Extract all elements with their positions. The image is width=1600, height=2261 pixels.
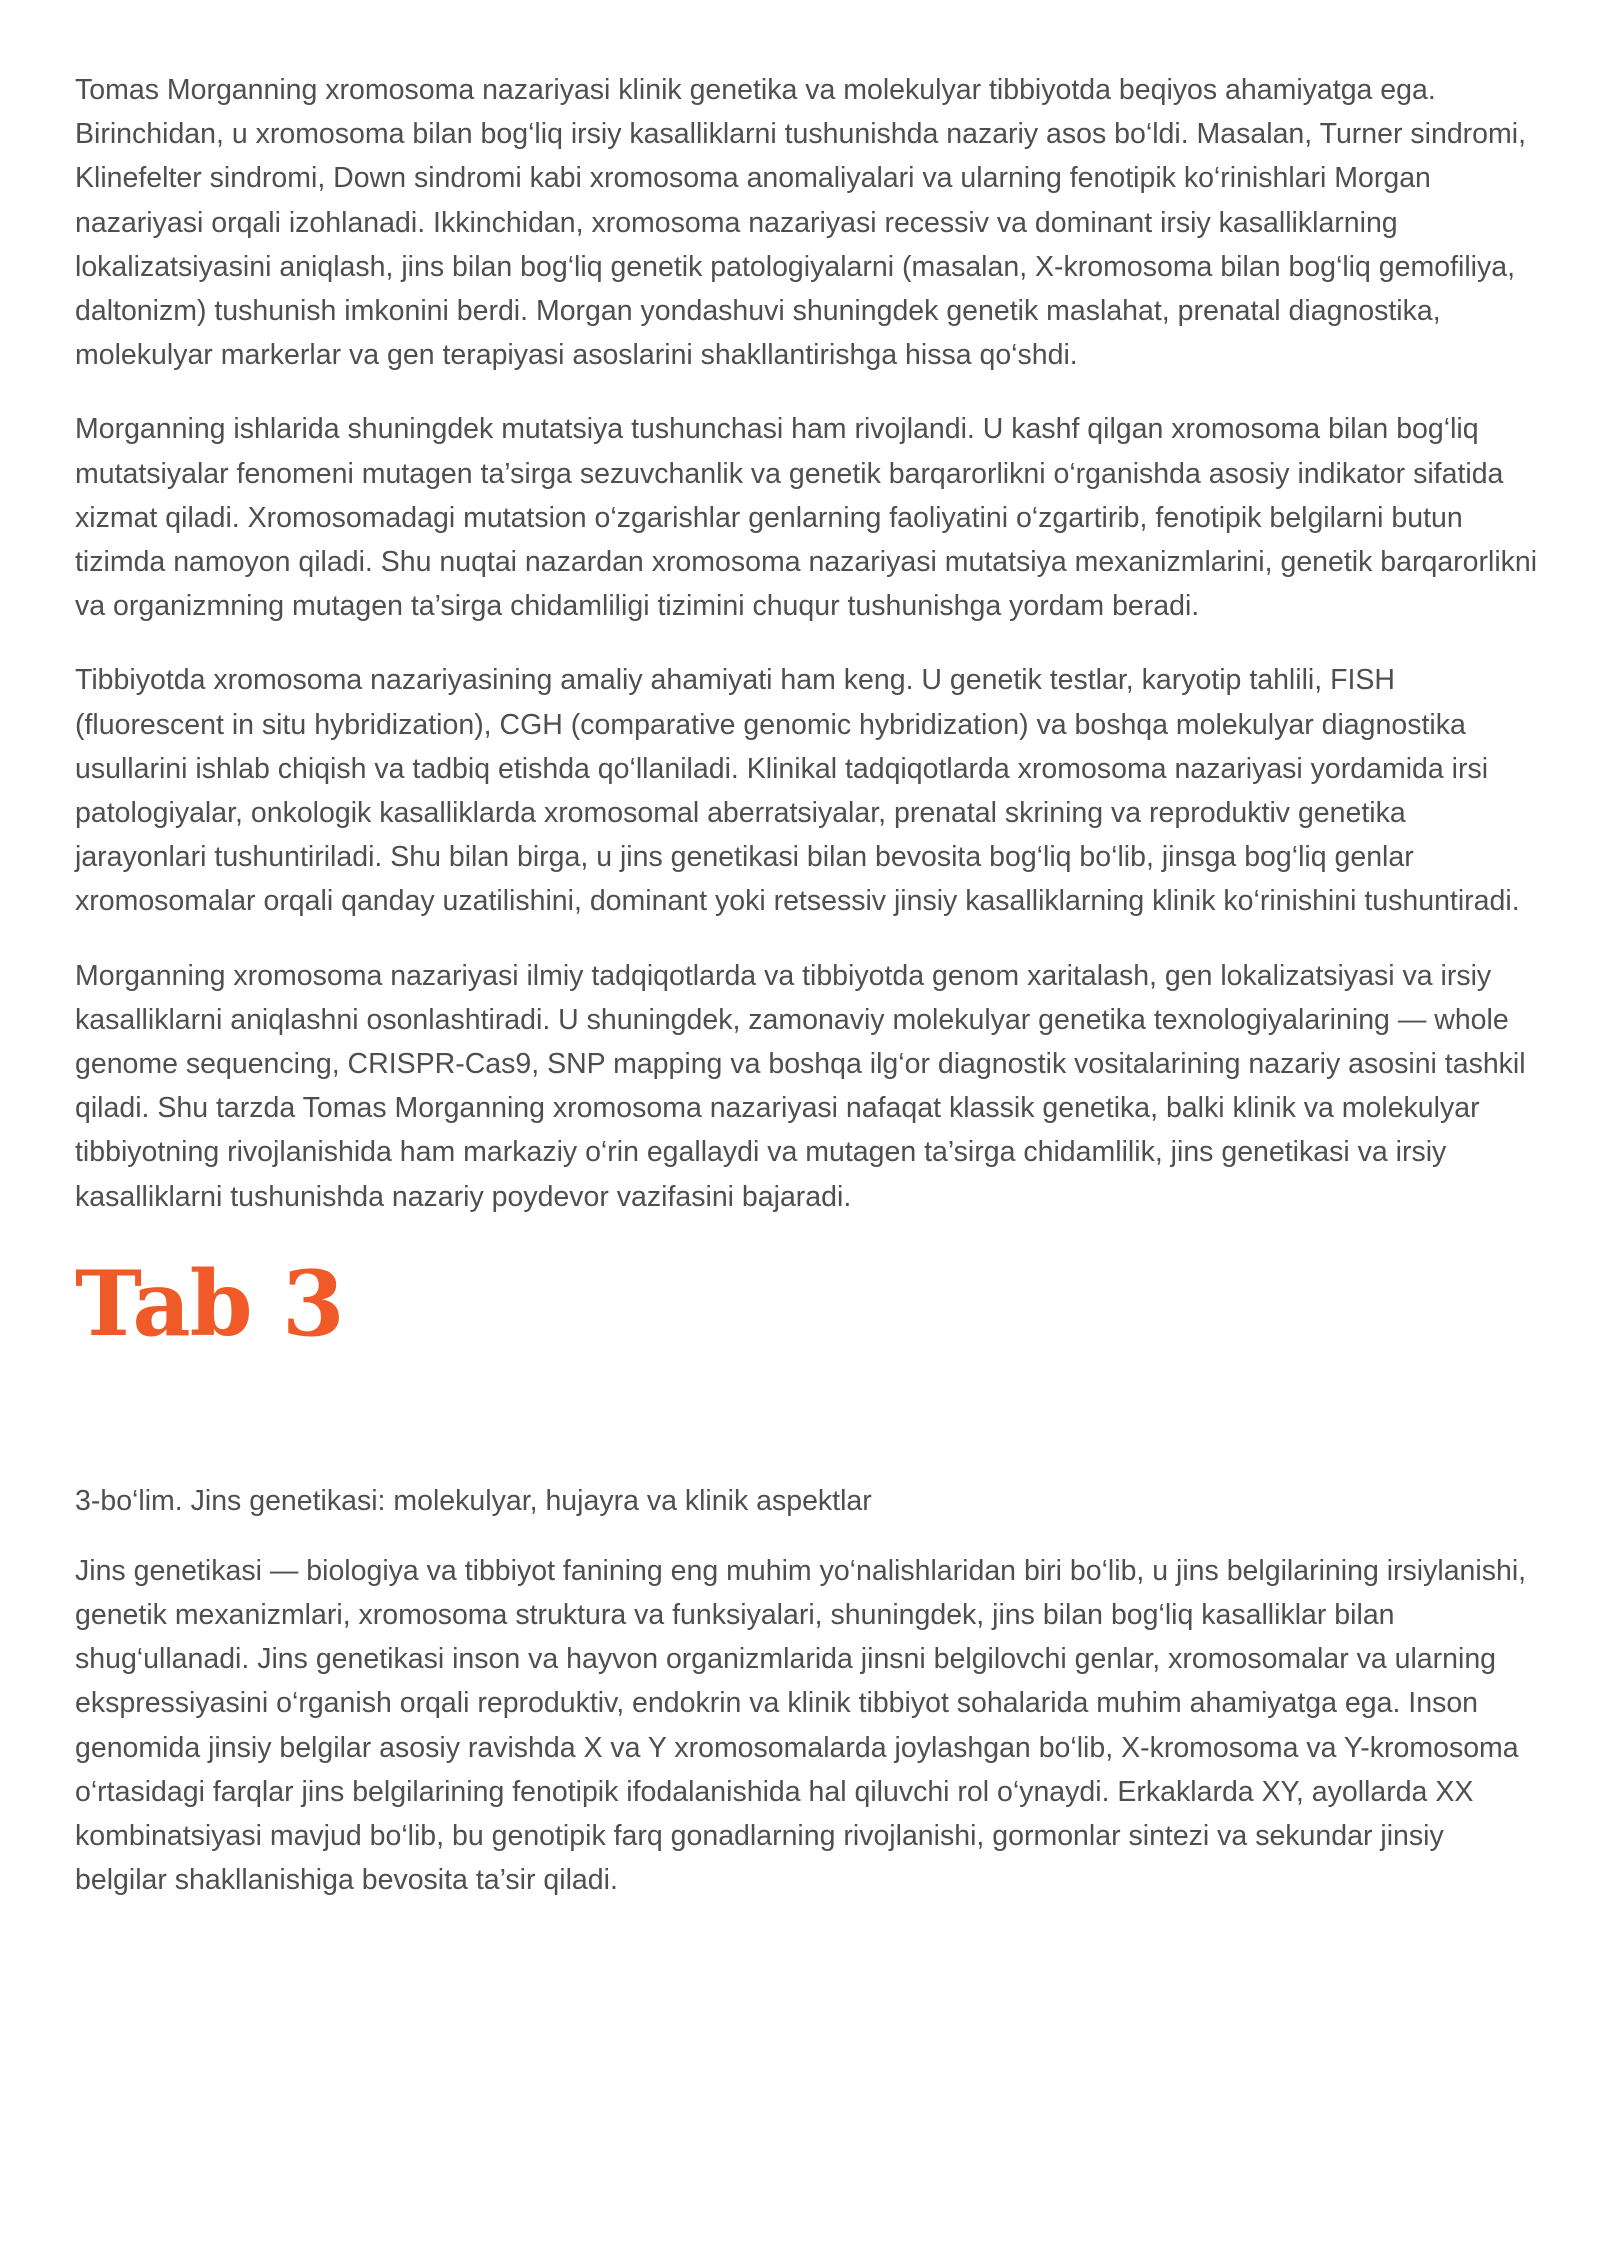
paragraph-medicine-applications: Tibbiyotda xromosoma nazariyasining amaliy ahamiyati ham keng. U genetik testlar, karyotip tahlili, FISH (fluorescent in situ hybridization), CGH (comparative genomic hybridization) va boshqa molekulyar diagnostika usullarini ishlab chiqish va tadbiq etishda qo‘llaniladi. Klinikal tadqiqotlarda xromosoma nazariyasi yordamida irsi patologiyalar, onkologik kasalliklarda xromosomal aberratsiyalar, prenatal skrining va reproduktiv genetika jarayonlari tushuntiriladi. Shu bilan birga, u jins genetikasi bilan bevosita bog‘liq bo‘lib, jinsga bog‘liq genlar xromosomalar orqali qanday uzatilishini, dominant yoki retsessiv jinsiy kasalliklarning klinik ko‘rinishini tushuntiradi. [75, 664, 1520, 918]
section-title: 3-bo‘lim. Jins genetikasi: molekulyar, hujayra va klinik aspektlar [75, 1484, 872, 1517]
paragraph-sex-genetics: Jins genetikasi — biologiya va tibbiyot fanining eng muhim yo‘nalishlaridan biri bo‘lib, u jins belgilarining irsiylanishi, genetik mexanizmlari, xromosoma struktura va funksiyalari, shuningdek, jins bilan bog‘liq kasalliklar bilan shug‘ullanadi. Jins genetikasi inson va hayvon organizmlarida jinsni belgilovchi genlar, xromosomalar va ularning ekspressiyasini o‘rganish orqali reproduktiv, endokrin va klinik tibbiyot sohalarida muhim ahamiyatga ega. Inson genomida jinsiy belgilar asosiy ravishda X va Y xromosomalarda joylashgan bo‘lib, X-kromosoma va Y-kromosoma o‘rtasidagi farqlar jins belgilarining fenotipik ifodalanishida hal qiluvchi rol o‘ynaydi. Erkaklarda XY, ayollarda XX kombinatsiyasi mavjud bo‘lib, bu genotipik farq gonadlarning rivojlanishi, gormonlar sintezi va sekundar jinsiy belgilar shakllanishiga bevosita ta’sir qiladi. [75, 1554, 1527, 1897]
tab-heading: Tab 3 [75, 1250, 344, 1357]
paragraph-mutation: Morganning ishlarida shuningdek mutatsiya tushunchasi ham rivojlandi. U kashf qilgan xromosoma bilan bog‘liq mutatsiyalar fenomeni mutagen ta’sirga sezuvchanlik va genetik barqarorlikni o‘rganishda asosiy indikator sifatida xizmat qiladi. Xromosomadagi mutatsion o‘zgarishlar genlarning faoliyatini o‘zgartirib, fenotipik belgilarni butun tizimda namoyon qiladi. Shu nuqtai nazardan xromosoma nazariyasi mutatsiya mexanizmlarini, genetik barqarorlikni va organizmning mutagen ta’sirga chidamliligi tizimini chuqur tushunishga yordam beradi. [75, 413, 1538, 623]
paragraph-genome-mapping: Morganning xromosoma nazariyasi ilmiy tadqiqotlarda va tibbiyotda genom xaritalash, gen lokalizatsiyasi va irsiy kasalliklarni aniqlashni osonlashtiradi. U shuningdek, zamonaviy molekulyar genetika texnologiyalarining — whole genome sequencing, CRISPR-Cas9, SNP mapping va boshqa ilg‘or diagnostik vositalarining nazariy asosini tashkil qiladi. Shu tarzda Tomas Morganning xromosoma nazariyasi nafaqat klassik genetika, balki klinik va molekulyar tibbiyotning rivojlanishida ham markaziy o‘rin egallaydi va mutagen ta’sirga chidamlilik, jins genetikasi va irsiy kasalliklarni tushunishda nazariy poydevor vazifasini bajaradi. [75, 959, 1526, 1213]
document-page [75, 68, 1540, 1933]
paragraph-morgan-clinical: Tomas Morganning xromosoma nazariyasi klinik genetika va molekulyar tibbiyotda beqiyos ahamiyatga ega. Birinchidan, u xromosoma bilan bog‘liq irsiy kasalliklarni tushunishda nazariy asos bo‘ldi. Masalan, Turner sindromi, Klinefelter sindromi, Down sindromi kabi xromosoma anomaliyalari va ularning fenotipik ko‘rinishlari Morgan nazariyasi orqali izohlanadi. Ikkinchidan, xromosoma nazariyasi recessiv va dominant irsiy kasalliklarning lokalizatsiyasini aniqlash, jins bilan bog‘liq genetik patologiyalarni (masalan, X-kromosoma bilan bog‘liq gemofiliya, daltonizm) tushunish imkonini berdi. Morgan yondashuvi shuningdek genetik maslahat, prenatal diagnostika, molekulyar markerlar va gen terapiyasi asoslarini shakllantirishga hissa qo‘shdi. [75, 74, 1527, 372]
